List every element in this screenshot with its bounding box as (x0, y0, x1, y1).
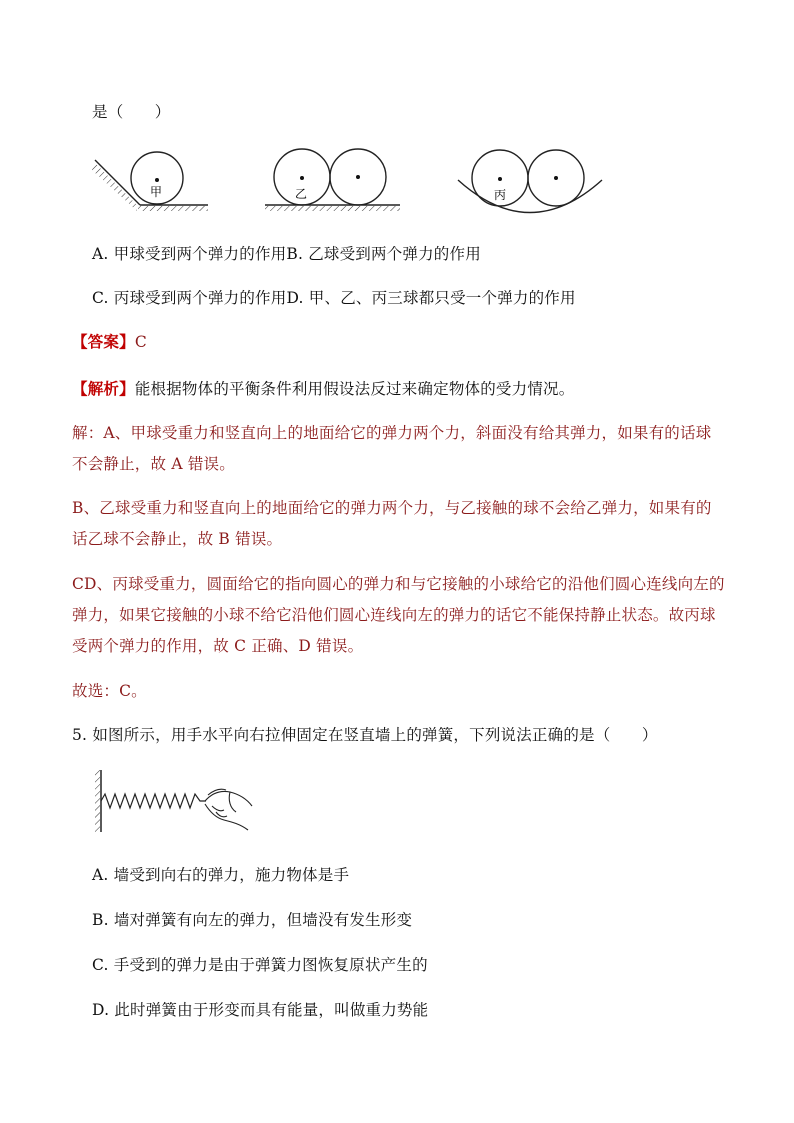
ball-bing-label: 丙 (494, 188, 507, 202)
q5-option-a: A. 墙受到向右的弹力，施力物体是手 (92, 866, 350, 884)
solution-cd-line-1: CD、丙球受重力，圆面给它的指向圆心的弹力和与它接触的小球给它的沿他们圆心连线向左的 (72, 575, 725, 593)
spring (101, 794, 206, 808)
wall (95, 770, 101, 832)
q4-option-a: A. 甲球受到两个弹力的作用 (92, 245, 287, 263)
solution-a-line-2: 不会静止，故 A 错误。 (72, 455, 235, 473)
q4-option-c: C. 丙球受到两个弹力的作用 (92, 289, 287, 307)
answer-value: C (134, 333, 147, 351)
q4-analysis: 【解析】能根据物体的平衡条件利用假设法反过来确定物体的受力情况。 (72, 379, 575, 398)
solution-cd-line-3: 受两个弹力的作用，故 C 正确、D 错误。 (72, 637, 364, 655)
q4-option-d: D. 甲、乙、丙三球都只受一个弹力的作用 (286, 289, 576, 307)
q4-option-b: B. 乙球受到两个弹力的作用 (286, 245, 481, 263)
analysis-text: 能根据物体的平衡条件利用假设法反过来确定物体的受力情况。 (134, 380, 575, 398)
q5-stem: 5. 如图所示，用手水平向右拉伸固定在竖直墙上的弹簧，下列说法正确的是（ ） (72, 726, 658, 744)
q5-option-c: C. 手受到的弹力是由于弹簧力图恢复原状产生的 (92, 956, 428, 974)
analysis-label: 解析 (87, 379, 120, 398)
ball-jia-label: 甲 (150, 185, 163, 199)
q4-answer: 【答案】C (72, 332, 147, 351)
ball-yi-label: 乙 (295, 187, 308, 201)
q5-option-d: D. 此时弹簧由于形变而具有能量，叫做重力势能 (92, 1001, 429, 1019)
answer-label: 答案 (87, 332, 120, 351)
q4-stem-tail: 是（ ） (92, 103, 171, 121)
q5-option-b: B. 墙对弹簧有向左的弹力，但墙没有发生形变 (92, 911, 413, 929)
hand (205, 789, 252, 830)
solution-cd-line-2: 弹力，如果它接触的小球不给它沿他们圆心连线向左的弹力的话它不能保持静止状态。故丙球 (72, 606, 716, 624)
solution-conclusion: 故选：C。 (72, 682, 147, 700)
solution-b-line-1: B、乙球受重力和竖直向上的地面给它的弹力两个力，与乙接触的球不会给乙弹力，如果有的 (72, 499, 712, 517)
solution-b-line-2: 话乙球不会静止，故 B 错误。 (72, 530, 283, 548)
solution-a-line-1: 解：A、甲球受重力和竖直向上的地面给它的弹力两个力，斜面没有给其弹力，如果有的话球 (72, 424, 712, 442)
